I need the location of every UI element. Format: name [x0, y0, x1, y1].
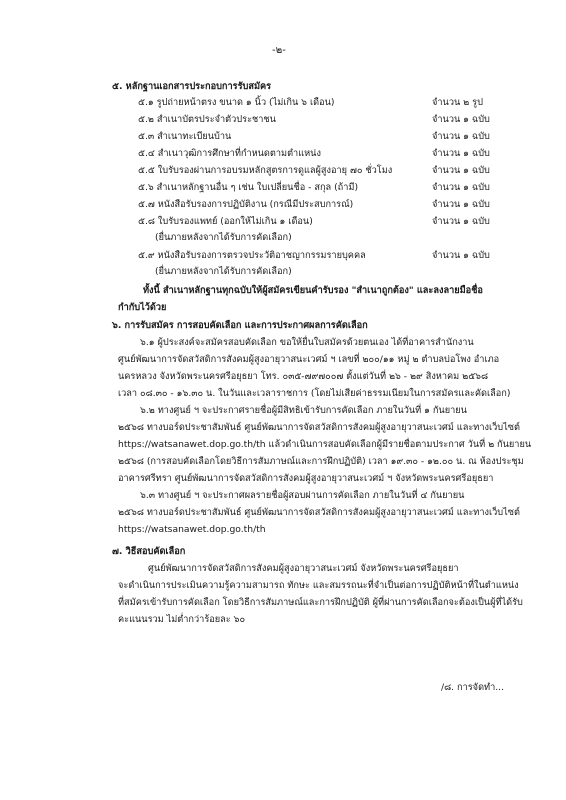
section6-p1-line: เวลา ๐๘.๓๐ - ๑๖.๓๐ น. ในวันและเวลาราชการ (โดยไม่เสียค่าธรรมเนียมในการสมัครและคัดเลือก) — [118, 388, 511, 399]
section7-p-line: ศูนย์พัฒนาการจัดสวัสดิการสังคมผู้สูงอายุวาสนะเวศม์ จังหวัดพระนครศรีอยุธยา — [148, 563, 459, 574]
section5-item-amount: จำนวน ๑ ฉบับ — [432, 250, 490, 261]
section7-p-line: ที่สมัครเข้ารับการคัดเลือก โดยวิธีการสัมภาษณ์และการฝึกปฏิบัติ ผู้ที่ผ่านการคัดเลือกจะต้องเป็นผู้ที่ได้รับ — [118, 597, 523, 608]
section6-p3-line: ๖.๓ ทางศูนย์ ฯ จะประกาศผลรายชื่อผู้สอบผ่านการคัดเลือก ภายในวันที่ ๔ กันยายน — [140, 490, 465, 501]
section6-p2-line: อาคารศรีทรา ศูนย์พัฒนาการจัดสวัสดิการสังคมผู้สูงอายุวาสนะเวศม์ ฯ จังหวัดพระนครศรีอยุธยา — [118, 473, 494, 484]
section5-item-note: (ยื่นภายหลังจากได้รับการคัดเลือก) — [155, 232, 292, 243]
section5-item-amount: จำนวน ๑ ฉบับ — [432, 199, 490, 210]
section5-item-amount: จำนวน ๑ ฉบับ — [432, 114, 490, 125]
section5-closing-line2: กำกับไว้ด้วย — [118, 302, 167, 313]
section5-item-amount: จำนวน ๑ ฉบับ — [432, 131, 490, 142]
section5-heading: ๕. หลักฐานเอกสารประกอบการรับสมัคร — [112, 81, 272, 92]
section5-item-label: ๕.๖ สำเนาหลักฐานอื่น ๆ เช่น ใบเปลี่ยนชื่อ - สกุล (ถ้ามี) — [138, 182, 359, 193]
section5-item-label: ๕.๕ ใบรับรองผ่านการอบรมหลักสูตรการดูแลผู้สูงอายุ ๗๐ ชั่วโมง — [138, 165, 393, 176]
section6-p1-line: ศูนย์พัฒนาการจัดสวัสดิการสังคมผู้สูงอายุวาสนะเวศม์ ฯ เลขที่ ๒๐๐/๑๑ หมู่ ๒ ตำบลบ่อโพง อำเภอ — [118, 354, 500, 365]
section5-item-amount: จำนวน ๒ รูป — [432, 97, 483, 108]
section5-item-label: ๕.๑ รูปถ่ายหน้าตรง ขนาด ๑ นิ้ว (ไม่เกิน ๖ เดือน) — [138, 97, 335, 108]
section5-item-amount: จำนวน ๑ ฉบับ — [432, 216, 490, 227]
section7-p-line: คะแนนรวม ไม่ต่ำกว่าร้อยละ ๖๐ — [118, 614, 246, 625]
section7-heading: ๗. วิธีสอบคัดเลือก — [112, 546, 186, 557]
section6-p1-line: ๖.๑ ผู้ประสงค์จะสมัครสอบคัดเลือก ขอให้ยื่นใบสมัครด้วยตนเอง ได้ที่อาคารสำนักงาน — [140, 337, 474, 348]
page-number: -๒- — [272, 45, 286, 56]
section6-p3-line: https://watsanawet.dop.go.th/th — [118, 524, 266, 535]
section5-item-label: ๕.๘ ใบรับรองแพทย์ (ออกให้ไม่เกิน ๑ เดือน) — [138, 216, 313, 227]
section5-item-label: ๕.๓ สำเนาทะเบียนบ้าน — [138, 131, 232, 142]
section6-heading: ๖. การรับสมัคร การสอบคัดเลือก และการประกาศผลการคัดเลือก — [112, 320, 368, 331]
section5-item-amount: จำนวน ๑ ฉบับ — [432, 148, 490, 159]
continuation-footer: /๘. การจัดทำ... — [441, 682, 505, 693]
section5-item-label: ๕.๙ หนังสือรับรองการตรวจประวัติอาชญากรรมรายบุคคล — [138, 250, 366, 261]
section5-item-label: ๕.๒ สำเนาบัตรประจำตัวประชาชน — [138, 114, 276, 125]
section7-p-line: จะดำเนินการประเมินความรู้ความสามารถ ทักษะ และสมรรถนะที่จำเป็นต่อการปฏิบัติหน้าที่ในตำแหน่ง — [118, 580, 519, 591]
section6-p2-line: ๖.๒ ทางศูนย์ ฯ จะประกาศรายชื่อผู้มีสิทธิเข้ารับการคัดเลือก ภายในวันที่ ๑ กันยายน — [140, 405, 467, 416]
section6-p2-line: ๒๕๖๘ (การสอบคัดเลือกโดยวิธีการสัมภาษณ์และการฝึกปฏิบัติ) เวลา ๑๙.๓๐ - ๑๒.๐๐ น. ณ ห้องประชุม — [118, 456, 524, 467]
section6-p2-line: https://watsanawet.dop.go.th/th แล้วดำเนินการสอบคัดเลือกผู้มีรายชื่อตามประกาศ วันที่ ๒ กันยายน — [118, 439, 532, 450]
section5-item-amount: จำนวน ๑ ฉบับ — [432, 165, 490, 176]
section6-p3-line: ๒๕๖๘ ทางบอร์ดประชาสัมพันธ์ ศูนย์พัฒนาการจัดสวัสดิการสังคมผู้สูงอายุวาสนะเวศม์ และทางเว็บไซต์ — [118, 507, 520, 518]
section6-p1-line: นครหลวง จังหวัดพระนครศรีอยุธยา โทร. ๐๓๕-๗๙๗๐๐๗ ตั้งแต่วันที่ ๒๖ - ๒๙ สิงหาคม ๒๕๖๘ — [118, 371, 489, 382]
section5-item-note: (ยื่นภายหลังจากได้รับการคัดเลือก) — [155, 266, 292, 277]
section6-p2-line: ๒๕๖๘ ทางบอร์ดประชาสัมพันธ์ ศูนย์พัฒนาการจัดสวัสดิการสังคมผู้สูงอายุวาสนะเวศม์ และทางเว็บไซต์ — [118, 422, 520, 433]
section5-item-label: ๕.๗ หนังสือรับรองการปฏิบัติงาน (กรณีมีประสบการณ์) — [138, 199, 354, 210]
section5-item-amount: จำนวน ๑ ฉบับ — [432, 182, 490, 193]
section5-closing-line1: ทั้งนี้ สำเนาหลักฐานทุกฉบับให้ผู้สมัครเขียนคำรับรอง "สำเนาถูกต้อง" และลงลายมือชื่อ — [143, 285, 483, 296]
section5-item-label: ๕.๔ สำเนาวุฒิการศึกษาที่กำหนดตามตำแหน่ง — [138, 148, 321, 159]
